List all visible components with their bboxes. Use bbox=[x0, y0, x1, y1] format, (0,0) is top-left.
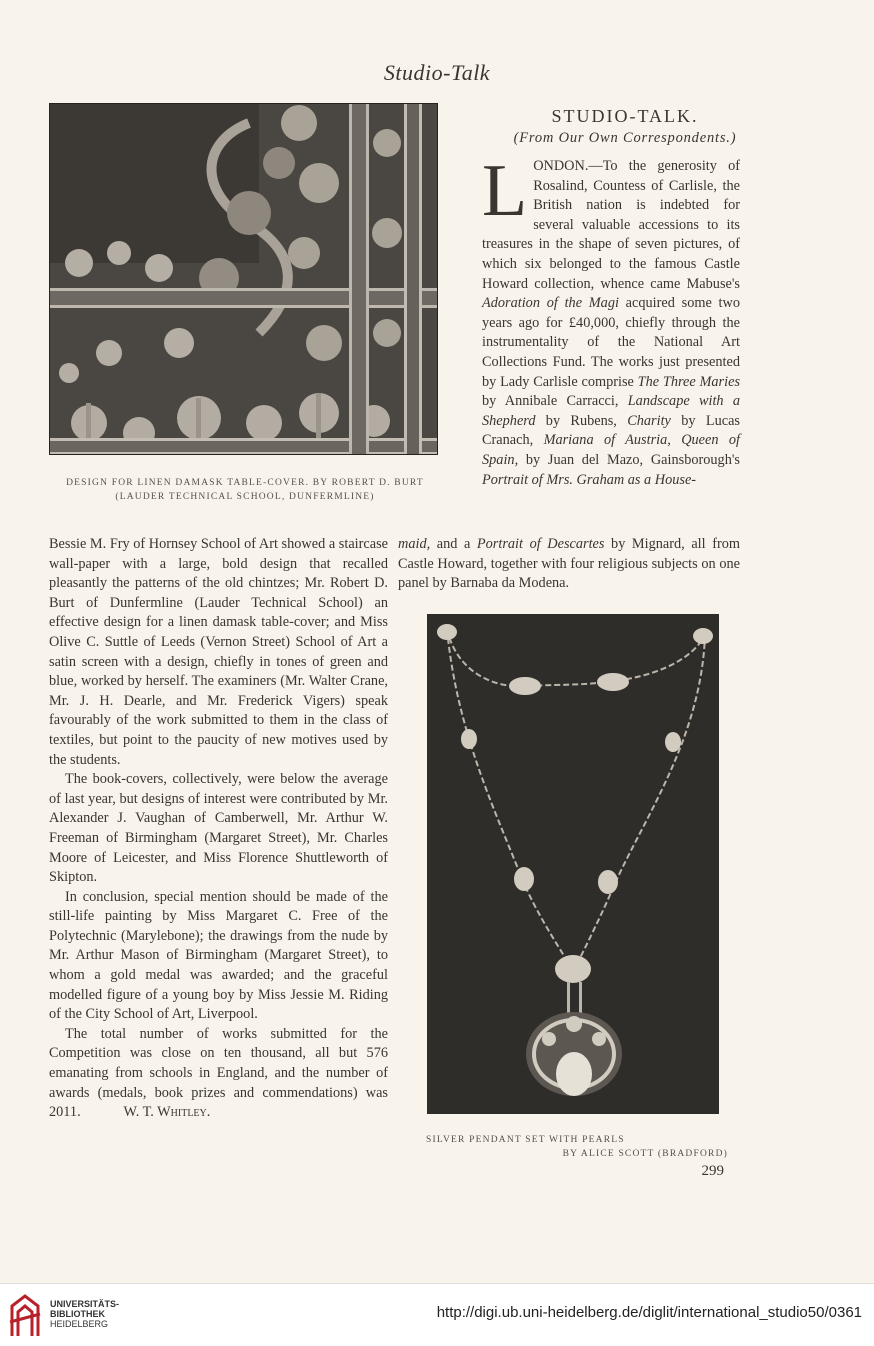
italic-title-portrait-descartes: Portrait of Descartes bbox=[476, 536, 605, 552]
library-name-line-3: HEIDELBERG bbox=[50, 1319, 109, 1329]
library-name-line-1: UNIVERSITÄTS- bbox=[50, 1299, 120, 1309]
silver-pendant-image bbox=[427, 614, 719, 1114]
article-subtitle: (From Our Own Correspondents.) bbox=[513, 130, 737, 146]
text-run: ONDON.—To the generosity of Rosalind, Countess of Carlisle, the British nation is indebted for several valuable accessions to its treasures in the shape of seven pictures, of which six belonged to the famous Castle Howard collection, whence came Mabuse's bbox=[482, 158, 740, 292]
italic-title-adoration: Adoration of the Magi bbox=[482, 295, 619, 312]
viewer-footer bbox=[0, 1283, 874, 1346]
permalink-url[interactable]: http://digi.ub.uni-heidelberg.de/diglit/international_studio50/0361 bbox=[436, 1304, 862, 1321]
damask-pattern-illustration bbox=[49, 103, 438, 455]
library-name bbox=[50, 1299, 119, 1329]
text-run: by Mignard, all from Castle Howard, together with four religious subjects on one panel by Barnaba da Modena. bbox=[398, 536, 740, 592]
damask-caption-line-1: DESIGN FOR LINEN DAMASK TABLE-COVER. BY ROBERT D. BURT bbox=[66, 478, 424, 488]
text-run: acquired some two years ago for £40,000, chiefly through the instrumentality of the National Art Collections Fund. The works just presented by Lady Carlisle comprise bbox=[482, 295, 740, 390]
university-library-logo-icon bbox=[8, 1292, 42, 1340]
left-paragraph-3: In conclusion, special mention should be made of the still-life painting by Miss Margaret C. Free of the Polytechnic (Marylebone); the drawings from the nude by Mr. Arthur Mason of Birmingham (Margaret Street), to whom a gold medal was awarded; and the graceful modelled figure of a young boy by Miss Jessie M. Riding of the City School of Art, Liverpool. bbox=[49, 888, 388, 1023]
damask-caption bbox=[30, 476, 460, 504]
drop-cap: L bbox=[482, 150, 528, 232]
pendant-caption bbox=[420, 1133, 730, 1161]
left-paragraph-2: The book-covers, collectively, were below the average of last year, but designs of interest were contributed by Mr. Alexander J. Vaughan of Camberwell, Mr. Arthur W. Freeman of Birmingham (Margaret Street), Mr. Charles Moore of Leicester, and Miss Florence Shuttleworth of Skipton. bbox=[49, 771, 388, 886]
italic-title-landscape: Landscape with a Shepherd bbox=[482, 393, 741, 429]
left-paragraph-4 bbox=[49, 1025, 388, 1123]
page-number: 299 bbox=[701, 1163, 724, 1179]
text-run: and a bbox=[430, 536, 477, 552]
text-run: by Juan del Mazo, Gainsborough's bbox=[518, 451, 740, 468]
italic-title-portrait-graham: Portrait of Mrs. Graham as a House- bbox=[482, 471, 697, 488]
running-head: Studio-Talk bbox=[383, 60, 491, 85]
article-title: STUDIO-TALK. bbox=[551, 106, 699, 126]
pendant-illustration bbox=[427, 614, 719, 1114]
text-run: by Rubens, bbox=[535, 412, 628, 429]
text-run: by Lucas Cranach, bbox=[482, 412, 740, 449]
library-name-line-2: BIBLIOTHEK bbox=[50, 1309, 105, 1319]
pendant-caption-line-1: SILVER PENDANT SET WITH PEARLS bbox=[426, 1135, 625, 1145]
left-paragraph-4-text: The total number of works submitted for the Competition was close on ten thousand, all but 576 emanating from schools in England, and the number of awards (medals, book prizes and commendations) was 2011. bbox=[49, 1025, 388, 1121]
article-opening-paragraph-continued bbox=[398, 535, 740, 594]
damask-table-cover-image bbox=[49, 103, 438, 455]
italic-title-charity: Charity bbox=[627, 412, 671, 429]
text-run: by Annibale Carracci, bbox=[482, 393, 628, 410]
damask-caption-line-2: (LAUDER TECHNICAL SCHOOL, DUNFERMLINE) bbox=[115, 492, 375, 502]
left-column bbox=[49, 535, 388, 1123]
italic-title-three-maries: The Three Maries bbox=[637, 373, 741, 390]
italic-title-mariana: Mariana of Austria, Queen of Spain, bbox=[482, 432, 740, 468]
left-paragraph-1: Bessie M. Fry of Hornsey School of Art showed a staircase wall-paper with a large, bold design that recalled pleasantly the patterns of the old chintzes; Mr. Robert D. Burt of Dunfermline (Lauder Technical School) an effective design for a linen damask table-cover; and Miss Olive C. Suttle of Leeds (Vernon Street) School of Art a satin screen with a design, chiefly in tones of green and blue, worked by herself. The examiners (Mr. Walter Crane, Mr. J. H. Dearle, and Mr. Frederick Vigers) speak favourably of the work submitted to them in the class of textiles, but point to the paucity of new motives used by the students. bbox=[49, 536, 388, 768]
article-opening-paragraph bbox=[482, 150, 741, 517]
signature: W. T. Whitley. bbox=[123, 1104, 211, 1121]
pendant-caption-line-2: BY ALICE SCOTT (BRADFORD) bbox=[562, 1149, 728, 1159]
italic-title-continuation: maid, bbox=[398, 536, 431, 552]
